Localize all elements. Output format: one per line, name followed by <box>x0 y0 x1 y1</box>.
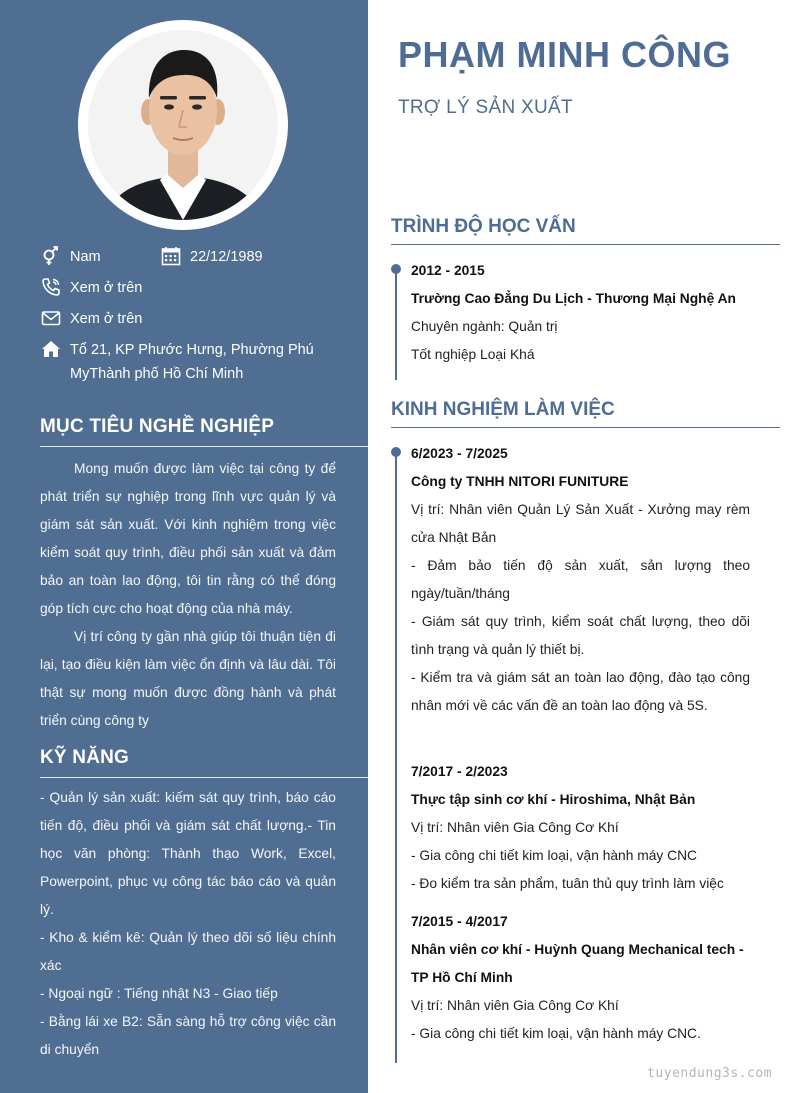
experience-line: - Giám sát quy trình, kiểm soát chất lượng, theo dõi tình trạng và quản lý thiết bị. <box>411 614 750 657</box>
experience-period: 7/2017 - 2/2023 <box>411 764 508 779</box>
skills-list <box>40 784 336 1064</box>
gender-row <box>40 245 101 269</box>
experience-line: Vị trí: Nhân viên Gia Công Cơ Khí <box>411 998 619 1013</box>
skills-heading: KỸ NĂNG <box>40 747 368 778</box>
phone-row <box>40 276 142 300</box>
gender-icon <box>40 245 62 267</box>
sidebar <box>0 0 368 1093</box>
address-value: Tổ 21, KP Phước Hưng, Phường Phú MyThành phố Hồ Chí Minh <box>70 342 314 382</box>
phone-icon <box>40 276 62 298</box>
experience-line: Vị trí: Nhân viên Quản Lý Sản Xuất - Xưởng may rèm cửa Nhật Bản <box>411 502 750 545</box>
birthdate-value: 22/12/1989 <box>190 249 263 265</box>
experience-line: - Đảm bảo tiến độ sản xuất, sản lượng theo ngày/tuần/tháng <box>411 558 750 601</box>
person-portrait-icon <box>88 30 278 220</box>
experience-line: - Đo kiểm tra sản phẩm, tuân thủ quy trình làm việc <box>411 876 724 891</box>
home-icon <box>40 338 62 360</box>
experience-line: - Gia công chi tiết kim loại, vận hành máy CNC <box>411 848 698 863</box>
experience-heading: KINH NGHIỆM LÀM VIỆC <box>391 399 780 428</box>
objective-paragraph: Vị trí công ty gần nhà giúp tôi thuận tiện đi lại, tạo điều kiện làm việc ổn định và lâu dài. Tôi thật sự mong muốn được đồng hành và phát triển cùng công ty <box>40 629 336 728</box>
birthdate-row <box>160 245 263 269</box>
profile-photo <box>88 30 278 220</box>
education-major: Chuyên ngành: Quản trị <box>411 319 558 334</box>
objective-text <box>40 455 336 735</box>
experience-line: Vị trí: Nhân viên Gia Công Cơ Khí <box>411 820 619 835</box>
education-period: 2012 - 2015 <box>411 263 485 278</box>
objective-paragraph: Mong muốn được làm việc tại công ty để phát triển sự nghiệp trong lĩnh vực quản lý và giám sát sản xuất. Với kinh nghiệm trong việc kiểm soát quy trình, điều phối sản xuất và đảm bảo an toàn lao động, tôi tin rằng có thể đóng góp tích cực cho hoạt động của nhà máy. <box>40 461 336 616</box>
skill-item: - Quản lý sản xuất: kiếm sát quy trình, báo cáo tiến độ, điều phối và giám sát chất lượng.- Tin học văn phòng: Thành thạo Work, Excel, Powerpoint, phục vụ công tác báo cáo và quản lý. <box>40 790 336 917</box>
experience-entry <box>411 440 750 720</box>
timeline-dot <box>391 447 401 457</box>
experience-company: Nhân viên cơ khí - Huỳnh Quang Mechanical tech -TP Hồ Chí Minh <box>411 942 744 985</box>
candidate-name: PHẠM MINH CÔNG <box>398 34 731 75</box>
experience-timeline <box>395 451 397 1063</box>
objective-heading: MỤC TIÊU NGHỀ NGHIỆP <box>40 416 368 447</box>
phone-value: Xem ở trên <box>70 280 143 296</box>
experience-line: - Gia công chi tiết kim loại, vận hành máy CNC. <box>411 1026 701 1041</box>
skill-item: - Kho & kiểm kê: Quản lý theo dõi số liệu chính xác <box>40 930 336 973</box>
experience-company: Thực tập sinh cơ khí - Hiroshima, Nhật Bản <box>411 792 696 807</box>
skill-item: - Ngoại ngữ : Tiếng nhật N3 - Giao tiếp <box>40 986 278 1001</box>
education-result: Tốt nghiệp Loại Khá <box>411 347 535 362</box>
experience-period: 6/2023 - 7/2025 <box>411 446 508 461</box>
candidate-title: TRỢ LÝ SẢN XUẤT <box>398 97 573 118</box>
email-value: Xem ở trên <box>70 311 143 327</box>
address-row <box>40 338 358 386</box>
experience-entry <box>411 908 750 1048</box>
education-timeline <box>395 268 397 380</box>
experience-company: Công ty TNHH NITORI FUNITURE <box>411 474 629 489</box>
education-entry <box>411 257 750 369</box>
gender-value: Nam <box>70 249 101 265</box>
calendar-icon <box>160 245 182 267</box>
experience-period: 7/2015 - 4/2017 <box>411 914 508 929</box>
education-school: Trường Cao Đẳng Du Lịch - Thương Mại Nghệ An <box>411 291 736 306</box>
watermark: tuyendung3s.com <box>647 1066 772 1081</box>
experience-entry <box>411 758 750 898</box>
email-row <box>40 307 142 331</box>
profile-photo-frame <box>78 20 288 230</box>
education-heading: TRÌNH ĐỘ HỌC VẤN <box>391 216 780 245</box>
experience-line: - Kiểm tra và giám sát an toàn lao động, đào tạo công nhân mới về các vấn đề an toàn lao động và 5S. <box>411 670 750 713</box>
email-icon <box>40 307 62 329</box>
skill-item: - Bằng lái xe B2: Sẵn sàng hỗ trợ công việc cần di chuyển <box>40 1014 336 1057</box>
timeline-dot <box>391 264 401 274</box>
